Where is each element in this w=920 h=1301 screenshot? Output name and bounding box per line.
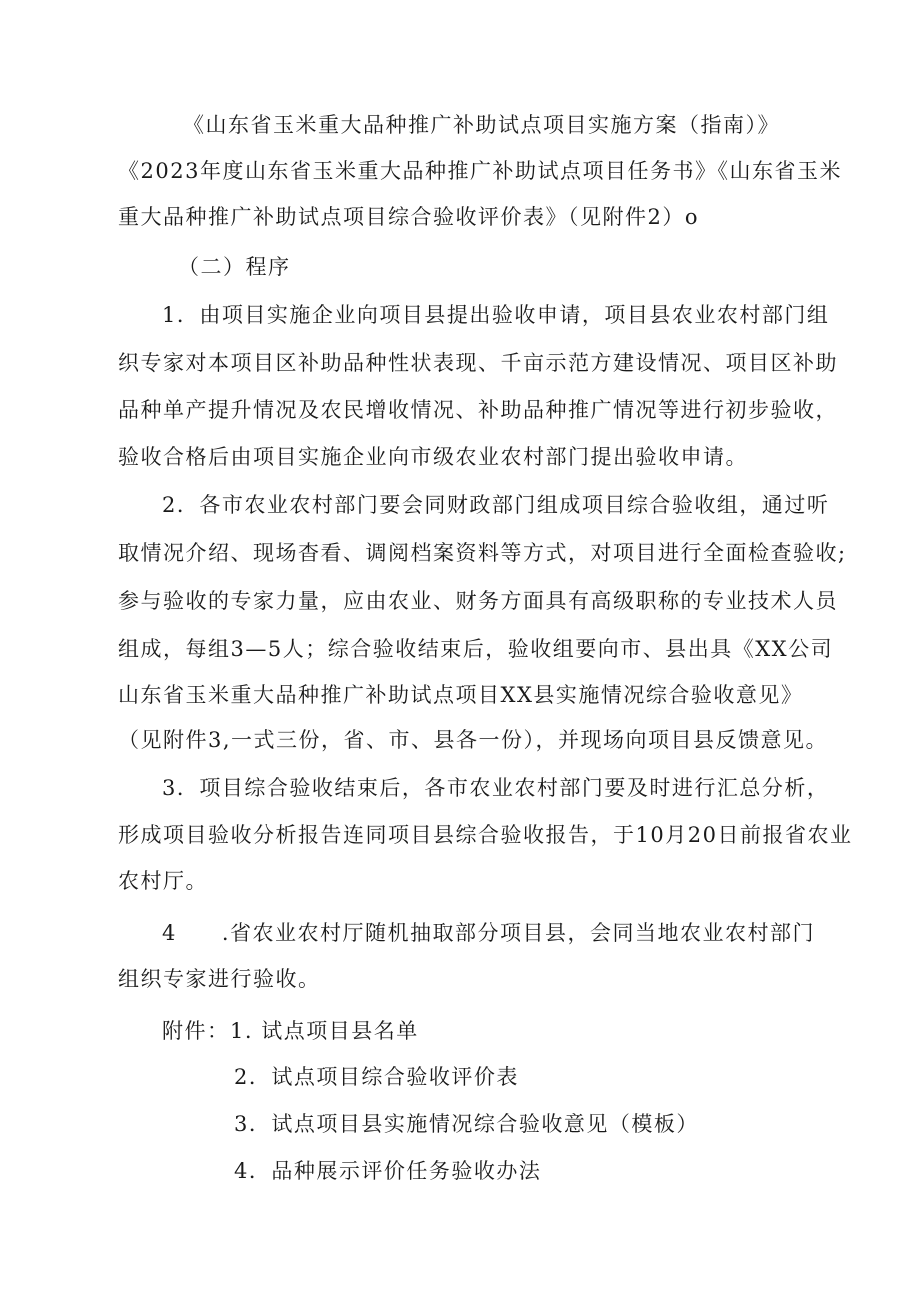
- step-3-line-3: 农村厅。: [118, 869, 208, 893]
- step-1-line-3: 品种单产提升情况及农民增收情况、补助品种推广情况等进行初步验收，: [118, 398, 838, 422]
- section-heading: （二）程序: [178, 255, 291, 279]
- attachment-item-3: 3．试点项目县实施情况综合验收意见（模板）: [234, 1112, 699, 1136]
- step-4-line-2: 组织专家进行验收。: [118, 967, 321, 991]
- step-2-line-3: 参与验收的专家力量，应由农业、财务方面具有高级职称的专业技术人员: [118, 589, 838, 613]
- step-2-line-1: 2．各市农业农村部门要会同财政部门组成项目综合验收组，通过听: [162, 493, 830, 517]
- attachments-label: 附件：: [162, 1019, 230, 1043]
- intro-line-3: 重大品种推广补助试点项目综合验收评价表》（见附件2）o: [118, 205, 700, 229]
- step-2-line-6: （见附件3,一式三份，省、市、县各一份），并现场向项目县反馈意见。: [118, 728, 829, 752]
- step-2-line-2: 取情况介绍、现场杳看、调阅档案资料等方式，对项目进行全面检查验收;: [118, 541, 847, 565]
- step-1-line-1: 1．由项目实施企业向项目县提出验收申请，项目县农业农村部门组: [162, 303, 830, 327]
- attachment-item-2: 2．试点项目综合验收评价表: [234, 1065, 519, 1089]
- step-3-line-2: 形成项目验收分析报告连同项目县综合验收报告，于10月20日前报省农业: [118, 823, 853, 847]
- step-1-line-2: 织专家对本项目区补助品种性状表现、千亩示范方建设情况、项目区补助: [118, 351, 838, 375]
- attachment-item-4: 4．品种展示评价任务验收办法: [234, 1159, 542, 1183]
- step-4-line-1: 4 .省农业农村厅随机抽取部分项目县，会同当地农业农村部门: [162, 921, 816, 945]
- attachment-item-1: 1. 试点项目县名单: [230, 1019, 419, 1043]
- step-1-line-4: 验收合格后由项目实施企业向市级农业农村部门提出验收申请。: [118, 445, 748, 469]
- intro-line-1: 《山东省玉米重大品种推广补助试点项目实施方案（指南）》: [183, 113, 780, 137]
- step-2-line-4: 组成，每组3—5人；综合验收结束后，验收组要向市、县出具《XX公司: [118, 637, 834, 661]
- step-2-line-5: 山东省玉米重大品种推广补助试点项目XX县实施情况综合验收意见》: [118, 683, 804, 707]
- intro-line-2: 《2023年度山东省玉米重大品种推广补助试点项目任务书》《山东省玉米: [118, 159, 842, 183]
- step-3-line-1: 3．项目综合验收结束后，各市农业农村部门要及时进行汇总分析，: [162, 776, 830, 800]
